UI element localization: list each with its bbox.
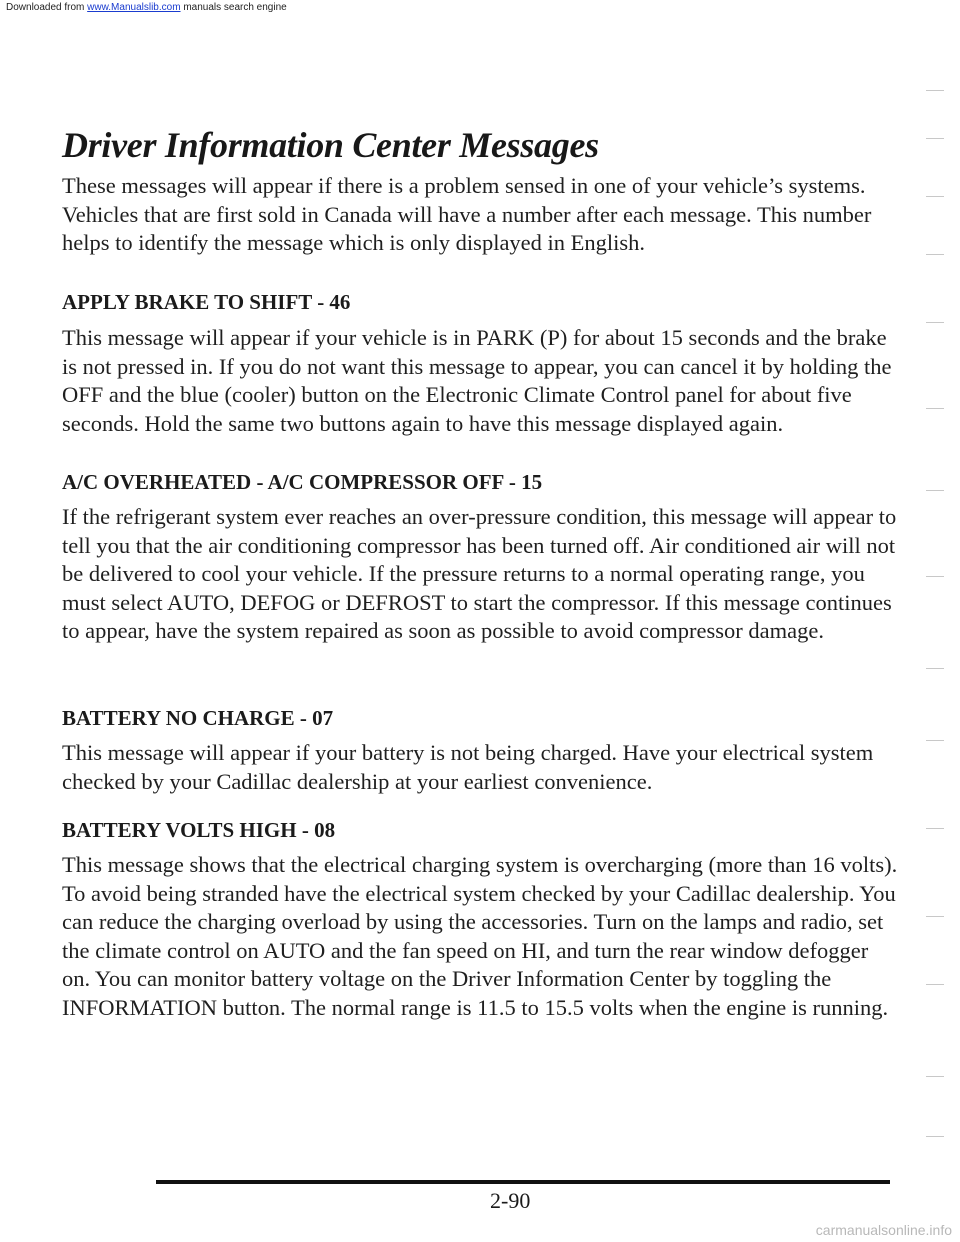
margin-mark [926, 668, 944, 669]
margin-mark [926, 196, 944, 197]
margin-mark [926, 254, 944, 255]
banner-suffix: manuals search engine [183, 2, 287, 13]
heading-apply-brake: APPLY BRAKE TO SHIFT - 46 [62, 290, 351, 314]
margin-mark [926, 984, 944, 985]
margin-scan-marks [918, 86, 958, 1146]
paragraph-ac-overheated: If the refrigerant system ever reaches an over-pressure condition, this message will appear to tell you that the air conditioning compressor has been turned off. Air conditioned air will not be delivered to cool your vehicle. If the pressure returns to a normal operating range, you must select AUTO, DEFOG or DEFROST to start the compressor. If this message continues to appear, have the system repaired as soon as possible to avoid compressor damage. [62, 504, 897, 644]
margin-mark [926, 322, 944, 323]
heading-ac-overheated: A/C OVERHEATED - A/C COMPRESSOR OFF - 15 [62, 470, 543, 494]
intro-paragraph: These messages will appear if there is a problem sensed in one of your vehicle’s systems. Vehicles that are first sold in Canada will have a number after each message. This number helps to identify the message which is only displayed in English. [62, 173, 872, 256]
paragraph-apply-brake: This message will appear if your vehicle is in PARK (P) for about 15 seconds and the brake is not pressed in. If you do not want this message to appear, you can cancel it by holding the OFF and the blue (cooler) button on the Electronic Climate Control panel for about five seconds. Hold the same two buttons again to have this message displayed again. [62, 325, 892, 436]
page-title: Driver Information Center Messages [62, 125, 599, 165]
page-number: 2-90 [490, 1188, 531, 1213]
footer-rule [156, 1180, 890, 1184]
margin-mark [926, 740, 944, 741]
banner-prefix: Downloaded from [6, 2, 85, 13]
margin-mark [926, 1136, 944, 1137]
margin-mark [926, 828, 944, 829]
margin-mark [926, 90, 944, 91]
watermark: carmanualsonline.info [815, 1222, 952, 1238]
heading-battery-volts-high: BATTERY VOLTS HIGH - 08 [62, 818, 336, 842]
margin-mark [926, 408, 944, 409]
margin-mark [926, 490, 944, 491]
paragraph-battery-volts-high: This message shows that the electrical charging system is overcharging (more than 16 volts). To avoid being stranded have the electrical system checked by your Cadillac dealership. You can reduce the charging overload by using the accessories. Turn on the lamps and radio, set the climate control on AUTO and the fan speed on HI, and turn the rear window defogger on. You can monitor battery voltage on the Driver Information Center by toggling the INFORMATION button. The normal range is 11.5 to 15.5 volts when the engine is running. [62, 852, 898, 1020]
heading-battery-no-charge: BATTERY NO CHARGE - 07 [62, 706, 334, 730]
paragraph-battery-no-charge: This message will appear if your battery is not being charged. Have your electrical system checked by your Cadillac dealership at your earliest convenience. [62, 740, 874, 794]
margin-mark [926, 138, 944, 139]
margin-mark [926, 1076, 944, 1077]
margin-mark [926, 916, 944, 917]
manualslib-link[interactable]: www.Manualslib.com [87, 2, 181, 13]
download-banner [6, 2, 287, 13]
margin-mark [926, 576, 944, 577]
